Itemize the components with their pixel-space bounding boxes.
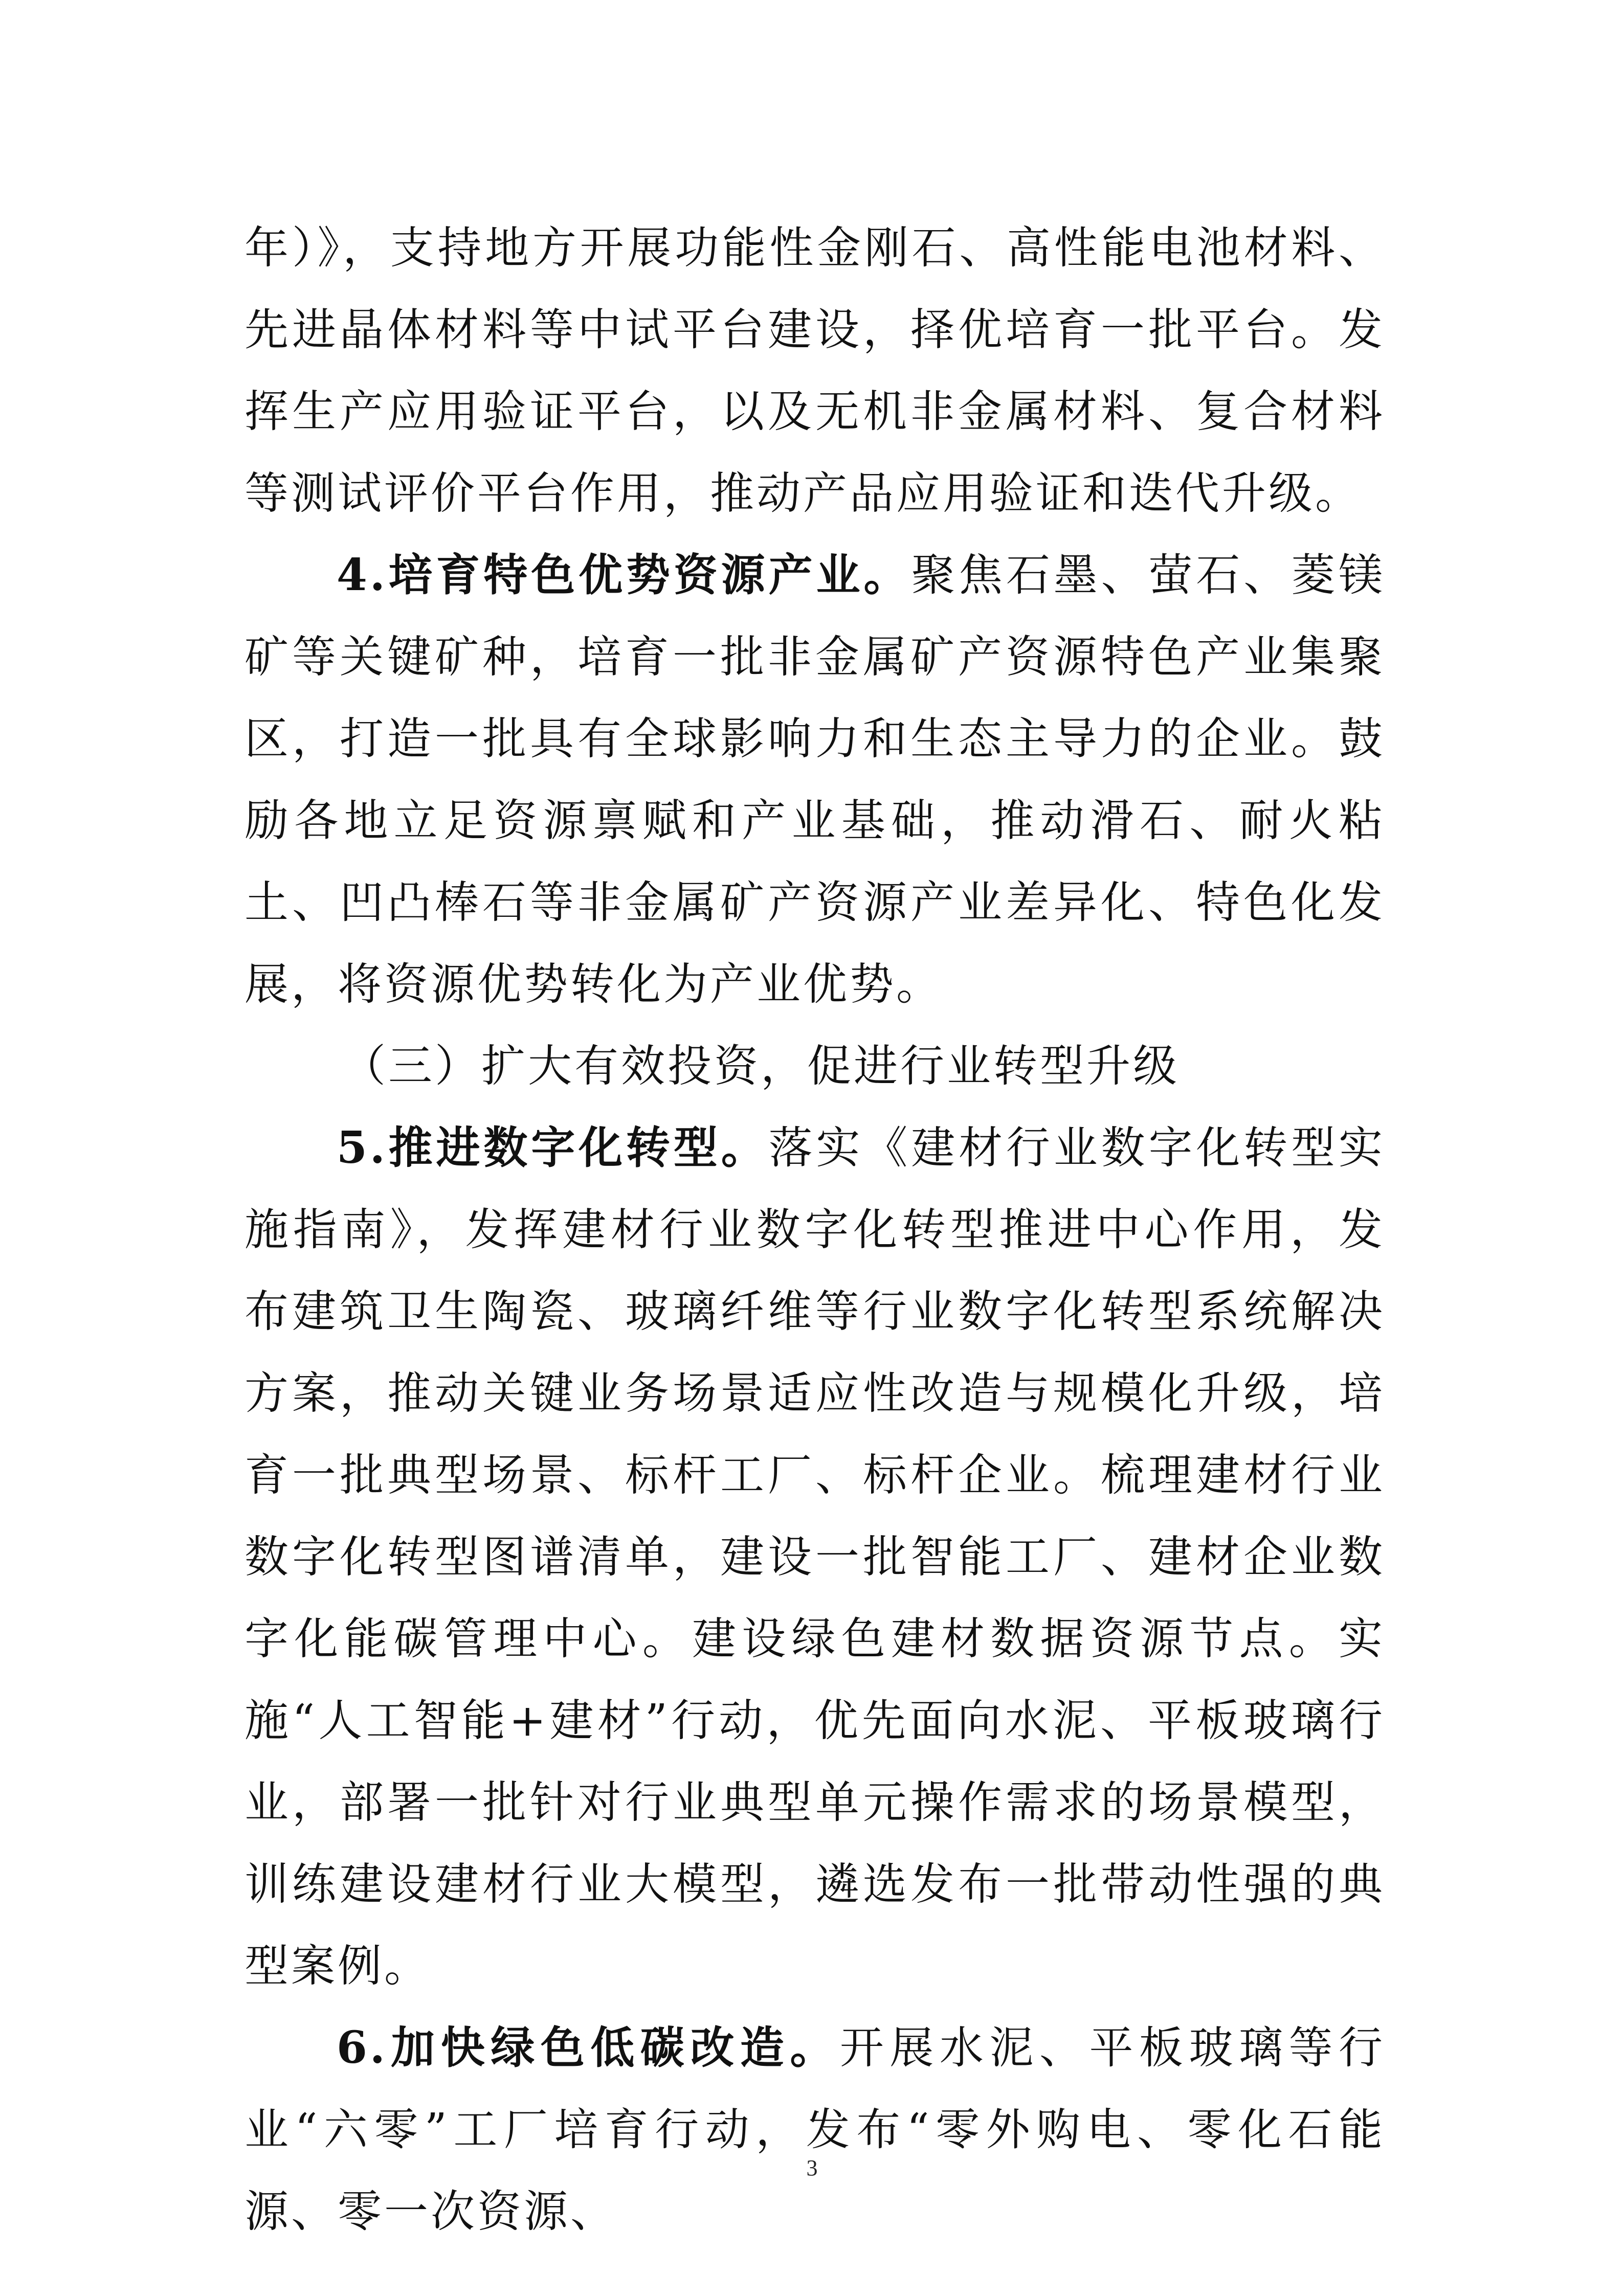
item-heading: 5.推进数字化转型。 <box>337 1122 769 1174</box>
section-title: （三）扩大有效投资，促进行业转型升级 <box>342 1041 1180 1092</box>
item-heading: 4.培育特色优势资源产业。 <box>337 549 911 601</box>
paragraph-text: 落实《建材行业数字化转型实施指南》，发挥建材行业数字化转型推进中心作用，发布建筑卫生陶瓷、玻璃纤维等行业数字化转型系统解决方案，推动关键业务场景适应性改造与规模化升级，培育一批典型场景、标杆工厂、标杆企业。梳理建材行业数字化转型图谱清单，建设一批智能工厂、建材企业数字化能碳管理中心。建设绿色建材数据资源节点。实施“人工智能+建材”行动，优先面向水泥、平板玻璃行业，部署一批针对行业典型单元操作需求的场景模型，训练建设建材行业大模型，遴选发布一批带动性强的典型案例。 <box>244 1122 1386 1992</box>
paragraph-text: 年）》，支持地方开展功能性金刚石、高性能电池材料、先进晶体材料等中试平台建设，择优培育一批平台。发挥生产应用验证平台，以及无机非金属材料、复合材料等测试评价平台作用，推动产品应用验证和迭代升级。 <box>244 222 1385 519</box>
document-body <box>244 207 1385 2253</box>
item-heading: 6.加快绿色低碳改造。 <box>337 2022 840 2074</box>
paragraph-text: 开展水泥、平板玻璃等行业“六零”工厂培育行动，发布“零外购电、零化石能源、零一次资源、 <box>244 2022 1385 2237</box>
paragraph-text: 聚焦石墨、萤石、菱镁矿等关键矿种，培育一批非金属矿产资源特色产业集聚区，打造一批具有全球影响力和生态主导力的企业。鼓励各地立足资源禀赋和产业基础，推动滑石、耐火粘土、凹凸棒石等非金属矿产资源产业差异化、特色化发展，将资源优势转化为产业优势。 <box>244 550 1386 1010</box>
paragraph-item-5 <box>244 1107 1385 2007</box>
paragraph-continuation <box>244 207 1385 534</box>
paragraph-item-6 <box>244 2007 1385 2253</box>
page-number: 3 <box>806 2155 818 2180</box>
paragraph-item-4 <box>244 534 1385 1025</box>
